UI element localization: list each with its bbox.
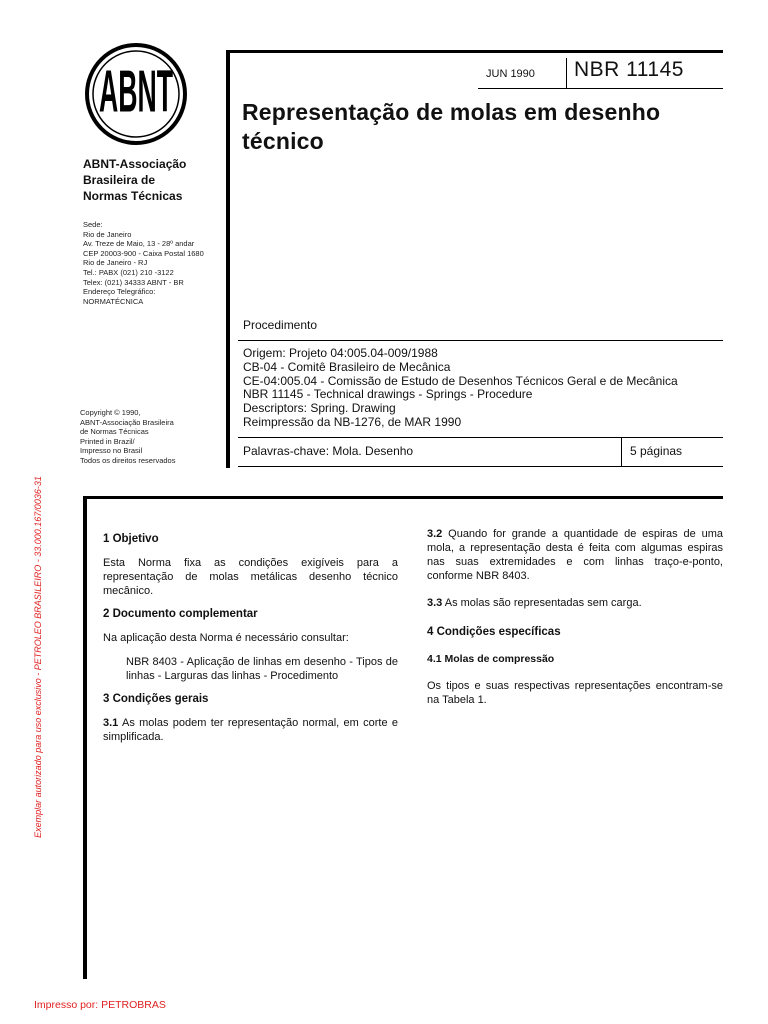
section-3-1-paragraph	[103, 716, 398, 744]
section-3-1-text: As molas podem ter representação normal, em corte e simplificada.	[103, 717, 398, 743]
organization-address: Sede: Rio de Janeiro Av. Treze de Maio, 13 - 28º andar CEP 20003-900 - Caixa Postal 1680 Rio de Janeiro - RJ Tel.: PABX (021) 210 -3122 Telex: (021) 34333 ABNT - BR Endereço Telegráfico: NORMATÉCNICA	[83, 220, 204, 306]
section-2-text: Na aplicação desta Norma é necessário consultar:	[103, 632, 349, 644]
side-watermark: Exemplar autorizado para uso exclusivo - PETROLEO BRASILEIRO - 33.000.167/0036-31	[33, 476, 43, 838]
section-1-title: 1 Objetivo	[103, 533, 159, 545]
reprint-line: Reimpressão da NB-1276, de MAR 1990	[243, 414, 462, 429]
keywords-pages-divider	[621, 438, 622, 466]
section-4-1-text: Os tipos e suas respectivas representações encontram-se na Tabela 1.	[427, 680, 723, 706]
norm-number: NBR 11145	[574, 58, 684, 81]
page-count: 5 páginas	[630, 444, 683, 458]
section-3-2-paragraph	[427, 527, 723, 583]
svg-text:ABNT: ABNT	[99, 59, 174, 126]
body-right-column	[427, 527, 723, 707]
origin-block	[243, 347, 723, 430]
abnt-logo-icon	[82, 40, 190, 148]
section-3-2-text: Quando for grande a quantidade de espiras de uma mola, a representação desta é feita com algumas espiras nas suas extremidades e com linhas traço-e-ponto, conforme NBR 8403.	[427, 528, 723, 582]
section-3-1-number: 3.1	[103, 717, 119, 729]
keywords-bottom-divider	[238, 466, 723, 467]
organization-name: ABNT-Associação Brasileira de Normas Técnicas	[83, 157, 187, 203]
section-1-text: Esta Norma fixa as condições exigíveis para a representação de molas metálicas desenho técnico mecânico.	[103, 557, 398, 597]
doctype-divider	[238, 340, 723, 341]
document-type: Procedimento	[243, 318, 318, 332]
section-2-reference: NBR 8403 - Aplicação de linhas em desenho - Tipos de linhas - Larguras das linhas - Procedimento	[126, 656, 398, 682]
origin-line: CE-04:005.04 - Comissão de Estudo de Desenhos Técnicos Geral e de Mecânica	[243, 373, 678, 388]
date-underline	[478, 88, 723, 89]
body-left-border	[83, 496, 87, 979]
origin-line: Origem: Projeto 04:005.04-009/1988	[243, 346, 438, 360]
header-left-border	[226, 50, 230, 468]
section-3-title: 3 Condições gerais	[103, 693, 209, 705]
publication-date: JUN 1990	[486, 68, 535, 80]
origin-line: CB-04 - Comitê Brasileiro de Mecânica	[243, 359, 451, 374]
section-3-3-text: As molas são representadas sem carga.	[444, 597, 642, 609]
body-top-border	[83, 496, 723, 499]
document-title: Representação de molas em desenho técnico	[242, 99, 661, 154]
header-top-border	[226, 50, 723, 53]
keywords-top-divider	[238, 437, 723, 438]
section-4-title: 4 Condições específicas	[427, 626, 561, 638]
printed-by: Impresso por: PETROBRAS	[34, 999, 166, 1011]
copyright-notice: Copyright © 1990, ABNT-Associação Brasileira de Normas Técnicas Printed in Brazil/ Impresso no Brasil Todos os direitos reservados	[80, 408, 176, 465]
date-norm-divider	[566, 58, 567, 89]
origin-line: NBR 11145 - Technical drawings - Springs - Procedure	[243, 387, 533, 402]
section-3-3-number: 3.3	[427, 597, 443, 609]
abnt-logo	[82, 40, 190, 148]
section-3-2-number: 3.2	[427, 528, 443, 540]
section-3-3-paragraph	[427, 596, 723, 610]
origin-line: Descriptors: Spring. Drawing	[243, 401, 396, 416]
body-left-column	[103, 532, 398, 744]
keywords: Palavras-chave: Mola. Desenho	[243, 444, 414, 458]
section-4-1-title: 4.1 Molas de compressão	[427, 653, 555, 665]
section-2-title: 2 Documento complementar	[103, 608, 258, 620]
